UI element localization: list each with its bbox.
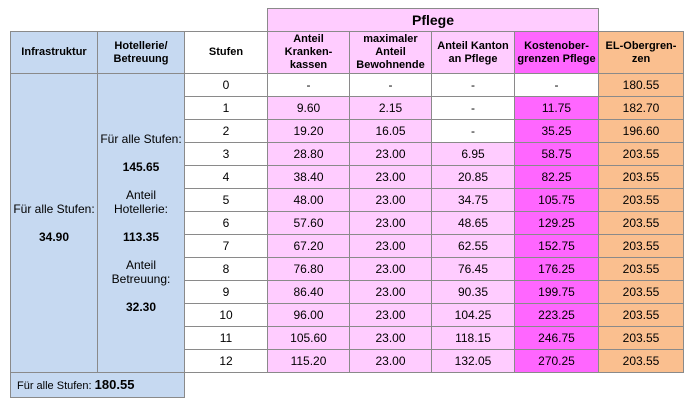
stufe-cell: 10 — [185, 304, 268, 327]
bewohnende-cell: 23.00 — [350, 235, 432, 258]
el-obergrenze-cell: 203.55 — [599, 166, 684, 189]
kanton-cell: 90.35 — [432, 281, 515, 304]
bewohnende-cell: 23.00 — [350, 212, 432, 235]
el-obergrenze-cell: 180.55 — [599, 74, 684, 97]
bewohnende-cell: 23.00 — [350, 143, 432, 166]
kostenobergrenze-cell: - — [515, 74, 599, 97]
bewohnende-cell: 23.00 — [350, 281, 432, 304]
el-obergrenze-cell: 203.55 — [599, 212, 684, 235]
col-header-maximaler-anteil: maximaler Anteil Bewohnende — [350, 32, 432, 74]
krankenkassen-cell: 57.60 — [268, 212, 350, 235]
kostenobergrenze-cell: 152.75 — [515, 235, 599, 258]
krankenkassen-cell: 96.00 — [268, 304, 350, 327]
krankenkassen-cell: 67.20 — [268, 235, 350, 258]
col-header-anteil-krankenkassen: Anteil Kranken- kassen — [268, 32, 350, 74]
kostenobergrenze-cell: 105.75 — [515, 189, 599, 212]
pflege-group-header: Pflege — [268, 9, 599, 32]
hotellerie-label-betreuung: Anteil Betreuung: — [111, 258, 171, 286]
col-header-hotellerie: Hotellerie/ Betreuung — [98, 32, 185, 74]
col-header-el-obergrenzen: EL-Obergren- zen — [599, 32, 684, 74]
kanton-cell: 62.55 — [432, 235, 515, 258]
kostenobergrenze-cell: 199.75 — [515, 281, 599, 304]
bewohnende-cell: 2.15 — [350, 97, 432, 120]
bewohnende-cell: 23.00 — [350, 189, 432, 212]
stufe-cell: 7 — [185, 235, 268, 258]
kanton-cell: 76.45 — [432, 258, 515, 281]
stufe-cell: 0 — [185, 74, 268, 97]
hotellerie-value-all: 145.65 — [122, 160, 160, 174]
stufe-cell: 11 — [185, 327, 268, 350]
kanton-cell: 20.85 — [432, 166, 515, 189]
footer-total-cell — [11, 373, 185, 398]
stufe-cell: 2 — [185, 120, 268, 143]
kostenobergrenze-cell: 11.75 — [515, 97, 599, 120]
krankenkassen-cell: 105.60 — [268, 327, 350, 350]
kostenobergrenze-cell: 129.25 — [515, 212, 599, 235]
hotellerie-label-all: Für alle Stufen: — [100, 132, 182, 146]
hotellerie-value-betreuung: 32.30 — [125, 300, 157, 314]
el-obergrenze-cell: 203.55 — [599, 281, 684, 304]
kanton-cell: 6.95 — [432, 143, 515, 166]
kostenobergrenze-cell: 223.25 — [515, 304, 599, 327]
kostenobergrenze-cell: 246.75 — [515, 327, 599, 350]
kostenobergrenze-cell: 35.25 — [515, 120, 599, 143]
kostenobergrenze-cell: 270.25 — [515, 350, 599, 373]
stufe-cell: 4 — [185, 166, 268, 189]
col-header-stufen: Stufen — [185, 32, 268, 74]
stufe-cell: 1 — [185, 97, 268, 120]
bewohnende-cell: - — [350, 74, 432, 97]
infrastruktur-label: Für alle Stufen: — [13, 202, 95, 216]
el-obergrenze-cell: 203.55 — [599, 235, 684, 258]
bewohnende-cell: 23.00 — [350, 327, 432, 350]
krankenkassen-cell: 86.40 — [268, 281, 350, 304]
stufe-cell: 9 — [185, 281, 268, 304]
stufe-cell: 8 — [185, 258, 268, 281]
el-obergrenze-cell: 203.55 — [599, 258, 684, 281]
kanton-cell: - — [432, 97, 515, 120]
col-header-anteil-kanton: Anteil Kanton an Pflege — [432, 32, 515, 74]
kostenobergrenze-cell: 58.75 — [515, 143, 599, 166]
tariff-table — [10, 8, 684, 398]
krankenkassen-cell: 115.20 — [268, 350, 350, 373]
kanton-cell: 34.75 — [432, 189, 515, 212]
bewohnende-cell: 23.00 — [350, 166, 432, 189]
footer-label: Für alle Stufen: — [17, 379, 92, 392]
hotellerie-value-hotellerie: 113.35 — [122, 230, 160, 244]
bewohnende-cell: 16.05 — [350, 120, 432, 143]
kostenobergrenze-cell: 82.25 — [515, 166, 599, 189]
table-row — [11, 74, 684, 97]
kanton-cell: - — [432, 74, 515, 97]
el-obergrenze-cell: 203.55 — [599, 143, 684, 166]
header-row-pflege — [11, 9, 684, 32]
krankenkassen-cell: 9.60 — [268, 97, 350, 120]
el-obergrenze-cell: 196.60 — [599, 120, 684, 143]
bewohnende-cell: 23.00 — [350, 350, 432, 373]
hotellerie-cell — [98, 74, 185, 373]
infrastruktur-value: 34.90 — [38, 230, 70, 244]
kanton-cell: 104.25 — [432, 304, 515, 327]
krankenkassen-cell: 76.80 — [268, 258, 350, 281]
krankenkassen-cell: - — [268, 74, 350, 97]
stufe-cell: 5 — [185, 189, 268, 212]
el-obergrenze-cell: 203.55 — [599, 350, 684, 373]
kanton-cell: 132.05 — [432, 350, 515, 373]
header-row-columns — [11, 32, 684, 74]
el-obergrenze-cell: 203.55 — [599, 304, 684, 327]
footer-row — [11, 373, 684, 398]
footer-value: 180.55 — [94, 376, 135, 392]
stufe-cell: 12 — [185, 350, 268, 373]
kostenobergrenze-cell: 176.25 — [515, 258, 599, 281]
kanton-cell: - — [432, 120, 515, 143]
krankenkassen-cell: 38.40 — [268, 166, 350, 189]
bewohnende-cell: 23.00 — [350, 258, 432, 281]
kanton-cell: 48.65 — [432, 212, 515, 235]
krankenkassen-cell: 48.00 — [268, 189, 350, 212]
krankenkassen-cell: 28.80 — [268, 143, 350, 166]
bewohnende-cell: 23.00 — [350, 304, 432, 327]
stufe-cell: 3 — [185, 143, 268, 166]
hotellerie-label-hotellerie: Anteil Hotellerie: — [113, 188, 169, 216]
tariff-table-body — [11, 9, 684, 398]
kanton-cell: 118.15 — [432, 327, 515, 350]
stufe-cell: 6 — [185, 212, 268, 235]
el-obergrenze-cell: 203.55 — [599, 189, 684, 212]
infrastruktur-cell — [11, 74, 98, 373]
krankenkassen-cell: 19.20 — [268, 120, 350, 143]
el-obergrenze-cell: 182.70 — [599, 97, 684, 120]
col-header-infrastruktur: Infrastruktur — [11, 32, 98, 74]
el-obergrenze-cell: 203.55 — [599, 327, 684, 350]
col-header-kostenobergrenzen: Kostenober- grenzen Pflege — [515, 32, 599, 74]
